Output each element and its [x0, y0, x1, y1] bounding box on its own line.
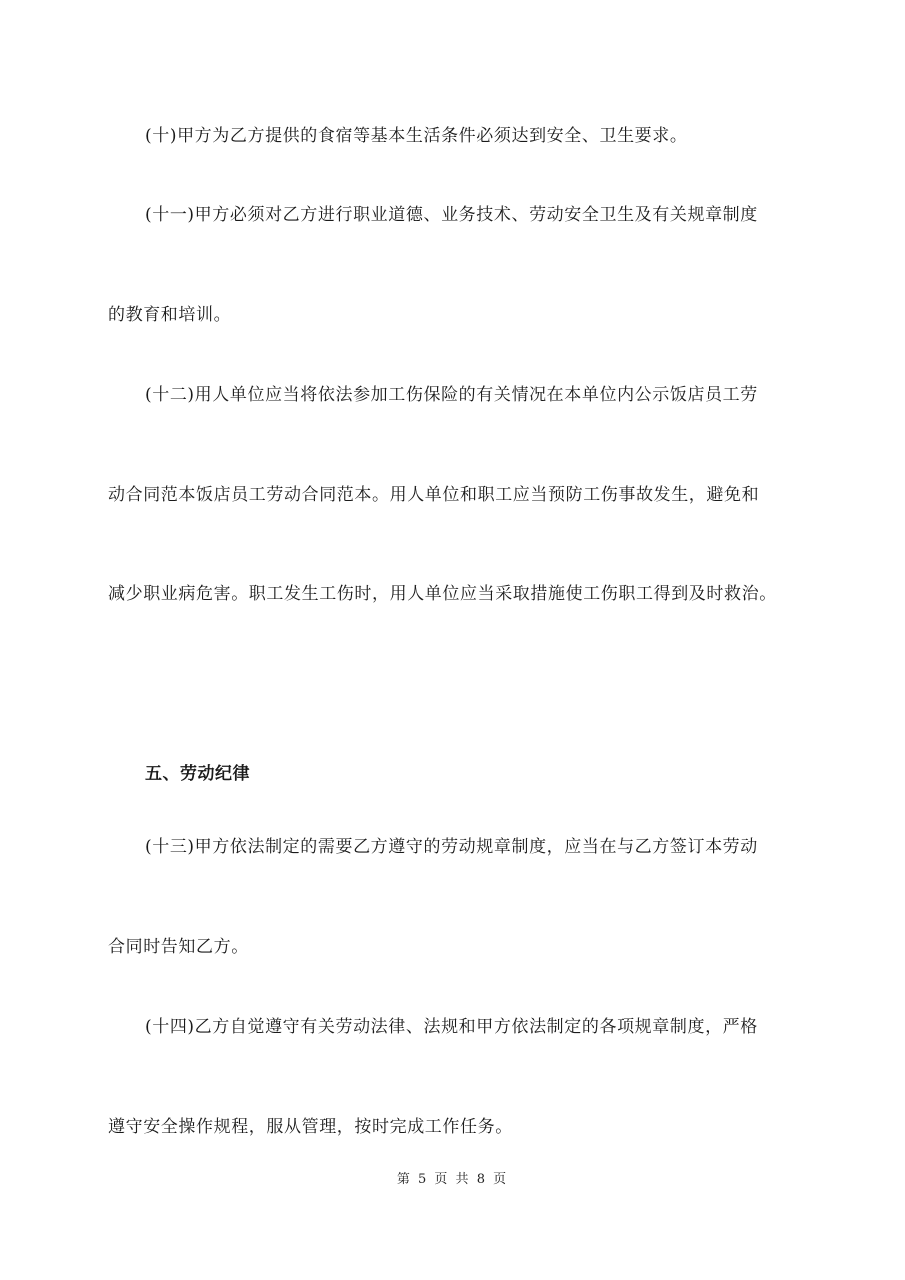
paragraph-14-line-1: (十四)乙方自觉遵守有关劳动法律、法规和甲方依法制定的各项规章制度，严格: [145, 1017, 758, 1037]
paragraph-14-line-2: 遵守安全操作规程，服从管理，按时完成工作任务。: [108, 1117, 513, 1137]
paragraph-13-line-2: 合同时告知乙方。: [108, 937, 249, 957]
paragraph-13-line-1: (十三)甲方依法制定的需要乙方遵守的劳动规章制度，应当在与乙方签订本劳动: [145, 837, 758, 857]
paragraph-12-line-2: 动合同范本饭店员工劳动合同范本。用人单位和职工应当预防工伤事故发生，避免和: [108, 485, 760, 505]
paragraph-11-line-2: 的教育和培训。: [108, 305, 232, 325]
page-number-footer: 第 5 页 共 8 页: [396, 1172, 509, 1187]
paragraph-12-line-3: 减少职业病危害。职工发生工伤时，用人单位应当采取措施使工伤职工得到及时救治。: [108, 584, 777, 604]
section-heading-labor-discipline: 五、劳动纪律: [145, 764, 250, 784]
paragraph-10-line-1: (十)甲方为乙方提供的食宿等基本生活条件必须达到安全、卫生要求。: [145, 126, 688, 146]
paragraph-11-line-1: (十一)甲方必须对乙方进行职业道德、业务技术、劳动安全卫生及有关规章制度: [145, 205, 758, 225]
paragraph-12-line-1: (十二)用人单位应当将依法参加工伤保险的有关情况在本单位内公示饭店员工劳: [145, 385, 758, 405]
